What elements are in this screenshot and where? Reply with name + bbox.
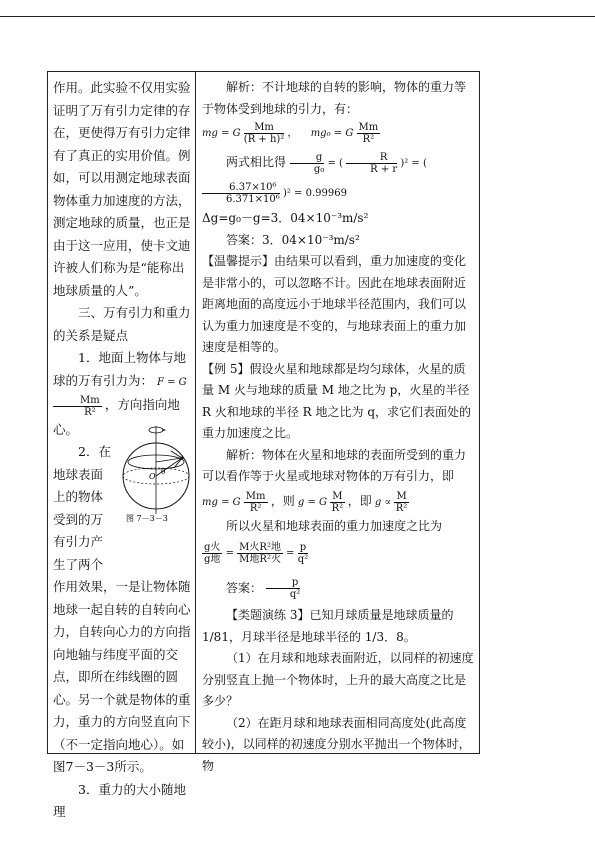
- fig-label-theta: θ: [161, 468, 166, 476]
- fig-label-o: O: [149, 472, 156, 481]
- formula-gravity-ratio: $\frac{\text{g火}}{\text{g地}}$ = $\frac{\text{M火R²地}}{\text{M地R²火}}$ = $\frac{p}{\text{q²}}$: [204, 542, 309, 565]
- right-column: [202, 77, 477, 777]
- exercise-3: 【类题演练 3】已知月球质量是地球质量的 1/81，月球半径是地球半径的 1/3．8。: [202, 608, 454, 644]
- exercise-3-q1: （1）在月球和地球表面附近，以同样的初速度分别竖直上抛一个物体时，上升的最大高度之比是多少？: [202, 651, 474, 708]
- content-table: [47, 71, 480, 819]
- right-paragraph-1: 解析：不计地球的自转的影响，物体的重力等于物体受到地球的引力，有：: [202, 80, 467, 116]
- formula-universal-gravitation: F = G $\frac{Mm}{\text{R²}}$: [53, 377, 187, 413]
- left-paragraph-1: 作用。此实验不仅用实验证明了万有引力定律的存在，更使得万有引力定律有了真正的实用价值。例如，可以用测定地球表面物体重力加速度的方法，测定地球的质量，也正是由于这一应用，使卡文迪许被人们称为是“能称出地球质量的人”。: [53, 80, 191, 298]
- tip-paragraph: 【温馨提示】由结果可以看到，重力加速度的变化是非常小的，可以忽略不计。因此在地球表面附近距离地面的高度远小于地球半径范围内，我们可以认为重力加速度是不变的，与地球表面上的重力加速度是相等的。: [202, 254, 467, 354]
- formula-mars-gravity: mg = G $\frac{Mm}{\text{R²}}$ ，则 g = G $\frac{M}{\text{R²}}$ ，即 g ∝ $\frac{M}{\text{R²}}$: [202, 490, 408, 514]
- delta-g-result: Δg=g₀－g=3．04×10⁻³m/s²: [202, 211, 369, 225]
- earth-diagram: [116, 424, 196, 529]
- figure-caption: 图 7－3－3: [126, 514, 168, 523]
- header-rule: [0, 16, 595, 17]
- formula-ratio-line: 两式相比得 $\frac{g}{\text{g₀}}$ = ( $\frac{R}{R + r}$ )² = ( $\frac{\text{6.37×10⁶}}{\text{6.371×10⁶}}$ )² = 0.99969: [202, 148, 477, 208]
- left-p3-tail: ，方向指向地心。: [53, 397, 180, 437]
- left-p3-text: 1．地面上物体与地球的万有引力为：: [53, 350, 186, 388]
- column-divider: [195, 72, 196, 753]
- left-paragraph-4a: 2．在地球表面上的物体受到的万有引力产生了两个: [53, 444, 111, 572]
- left-paragraph-4b: 作用效果，一是让物体随地球一起自转的自转向心力，自转向心力的方向指向地轴与纬度平面的交点，即所在纬线圈的圆心。另一个就是物体的重力，重力的方向竖直向下（不一定指向地心）。如图7－3－3所示。: [53, 579, 191, 774]
- answer-2: 答案： $\frac{p}{\text{q²}}$: [226, 577, 301, 600]
- earth-figure: [116, 424, 206, 529]
- example-5-analysis: 解析：物体在火星和地球的表面所受到的重力可以看作等于火星或地球对物体的万有引力，即: [202, 447, 467, 483]
- ratio-intro: 所以火星和地球表面的重力加速度之比为: [226, 518, 443, 533]
- exercise-3-q2: （2）在距月球和地球表面相同高度处(此高度较小)，以同样的初速度分别水平抛出一个物体时，物: [202, 715, 471, 773]
- left-paragraph-5: 3．重力的大小随地理: [53, 781, 186, 819]
- formula-gravity-pair: mg = G $\frac{Mm}{\text{(R + h)²}}$ ， mg₀ = G $\frac{Mm}{\text{R²}}$: [202, 122, 379, 145]
- example-5: 【例 5】假设火星和地球都是均匀球体，火星的质量 M 火与地球的质量 M 地之比为 p，火星的半径 R 火和地球的半径 R 地之比为 q，求它们表面处的重力加速度之比。: [202, 361, 472, 440]
- left-paragraph-2: 三、万有引力和重力的关系是疑点: [53, 305, 191, 343]
- answer-1: 答案：3．04×10⁻³m/s²: [226, 232, 360, 247]
